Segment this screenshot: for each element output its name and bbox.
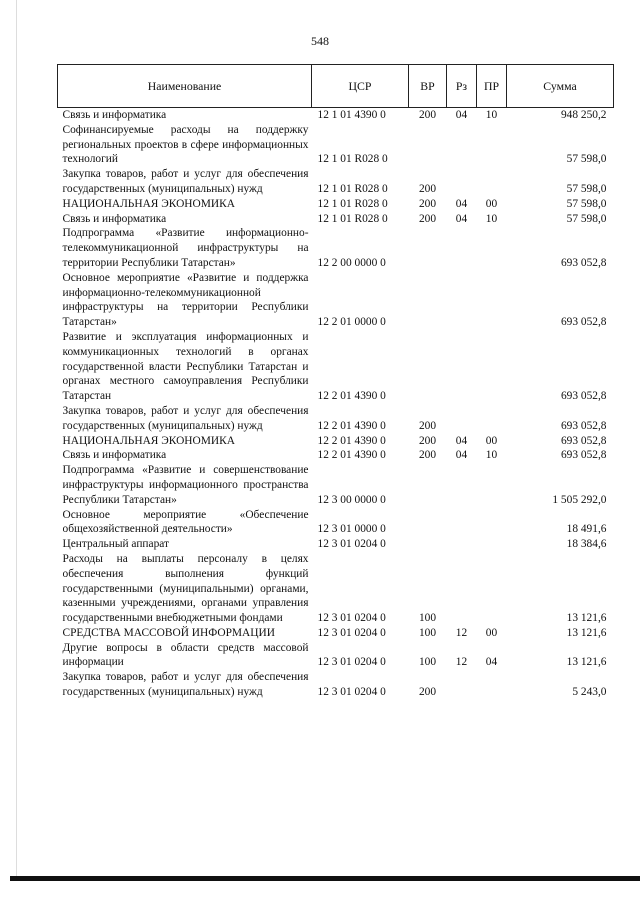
table-row [58,537,614,552]
cell-rz: 12 [455,626,468,639]
cell-vr [409,330,447,404]
cell-sum: 57 598,0 [566,182,607,195]
cell-sum: 1 505 292,0 [552,493,607,506]
column-header-name: Наименование [58,65,312,108]
cell-vr: 200 [418,182,437,195]
cell-csr: 12 2 00 0000 0 [317,256,386,269]
cell-rz: 04 [455,197,468,210]
cell-name: Связь и информатика [62,109,167,121]
cell-sum: 57 598,0 [566,197,607,210]
cell-vr [409,226,447,270]
cell-rz [447,670,477,700]
cell-sum: 693 052,8 [560,449,607,462]
cell-rz [447,552,477,626]
cell-pr: 04 [485,656,498,669]
cell-rz [447,123,477,167]
cell-csr: 12 2 01 4390 0 [317,419,386,432]
cell-vr: 100 [418,626,437,639]
cell-sum: 693 052,8 [560,256,607,269]
cell-sum: 693 052,8 [560,390,607,403]
cell-pr: 10 [485,109,498,121]
cell-vr: 200 [418,212,437,225]
cell-csr: 12 3 01 0000 0 [317,523,386,536]
cell-name: Расходы на выплаты персоналу в целях обеспечения выполнения функций государственными (муниципальными) органами, казенными учреждениями, органами управления государственными внебюджетными фондами [62,552,309,625]
scan-edge [16,0,17,876]
cell-rz [447,404,477,434]
cell-sum: 5 243,0 [572,686,607,699]
table-row [58,108,614,123]
cell-sum: 693 052,8 [560,434,607,447]
cell-vr: 200 [418,109,437,121]
cell-pr [477,123,507,167]
cell-pr: 10 [485,212,498,225]
cell-csr: 12 1 01 R028 0 [317,197,388,210]
cell-name: Софинансируемые расходы на поддержку региональных проектов в сфере информационных технологий [62,123,309,166]
cell-sum: 13 121,6 [566,656,607,669]
table-row [58,404,614,434]
cell-sum: 948 250,2 [560,109,607,121]
cell-name: Основное мероприятие «Обеспечение общехозяйственной деятельности» [62,508,309,536]
table-body [58,108,614,700]
cell-sum: 13 121,6 [566,612,607,625]
cell-rz: 04 [455,109,468,121]
cell-rz [447,167,477,197]
cell-csr: 12 3 00 0000 0 [317,493,386,506]
cell-csr: 12 2 01 4390 0 [317,390,386,403]
table-header [58,65,614,108]
cell-name: Закупка товаров, работ и услуг для обеспечения государственных (муниципальных) нужд [62,404,309,432]
column-header-csr: ЦСР [312,65,409,108]
cell-vr: 200 [418,686,437,699]
table-row [58,271,614,330]
cell-name: Закупка товаров, работ и услуг для обеспечения государственных (муниципальных) нужд [62,671,309,699]
cell-pr [477,226,507,270]
cell-sum: 57 598,0 [566,153,607,166]
table-row [58,626,614,641]
cell-vr: 200 [418,197,437,210]
table-row [58,212,614,227]
table-row [58,508,614,538]
cell-sum: 693 052,8 [560,419,607,432]
table-row [58,552,614,626]
table-row [58,670,614,700]
cell-rz: 12 [455,656,468,669]
cell-pr [477,552,507,626]
budget-table-container [57,64,613,700]
column-header-sum: Сумма [507,65,614,108]
cell-pr [477,537,507,552]
cell-pr [477,167,507,197]
cell-name: Закупка товаров, работ и услуг для обеспечения государственных (муниципальных) нужд [62,168,309,195]
cell-name: Основное мероприятие «Развитие и поддержка информационно-телекоммуникационной инфраструктуры на территории Республики Татарстан» [62,271,309,329]
cell-sum: 18 491,6 [566,523,607,536]
cell-csr: 12 3 01 0204 0 [317,626,386,639]
cell-csr: 12 2 01 0000 0 [317,316,386,329]
cell-csr: 12 1 01 R028 0 [317,182,388,195]
column-header-vr: ВР [409,65,447,108]
table-row [58,463,614,507]
table-row [58,123,614,167]
cell-rz [447,226,477,270]
cell-name: Развитие и эксплуатация информационных и коммуникационных технологий в органах государственной власти Республики Татарстан и органах местного самоуправления Республики Татарстан [62,330,309,403]
cell-pr [477,463,507,507]
cell-csr: 12 3 01 0204 0 [317,612,386,625]
cell-rz [447,463,477,507]
cell-name: Подпрограмма «Развитие информационно-телекоммуникационной инфраструктуры на территории Республики Татарстан» [62,227,309,269]
cell-name: Связь и информатика [62,212,167,225]
cell-vr [409,463,447,507]
cell-csr: 12 3 01 0204 0 [317,686,386,699]
cell-vr: 200 [418,434,437,447]
cell-vr [409,271,447,330]
cell-rz [447,508,477,538]
cell-name: НАЦИОНАЛЬНАЯ ЭКОНОМИКА [62,434,235,447]
cell-vr [409,508,447,538]
cell-pr: 00 [485,434,498,447]
cell-pr: 00 [485,197,498,210]
table-row [58,167,614,197]
table-row [58,226,614,270]
cell-name: Другие вопросы в области средств массовой информации [62,641,309,669]
cell-rz [447,537,477,552]
cell-name: СРЕДСТВА МАССОВОЙ ИНФОРМАЦИИ [62,626,275,639]
table-row [58,330,614,404]
budget-table [57,64,614,700]
cell-vr: 100 [418,612,437,625]
cell-pr: 00 [485,626,498,639]
column-header-pr: ПР [477,65,507,108]
table-row [58,641,614,671]
cell-name: Связь и информатика [62,449,167,462]
cell-csr: 12 1 01 R028 0 [317,153,388,166]
scan-bottom-edge [10,876,640,881]
cell-csr: 12 3 01 0204 0 [317,538,386,551]
cell-sum: 693 052,8 [560,316,607,329]
cell-csr: 12 1 01 R028 0 [317,212,388,225]
table-row [58,448,614,463]
cell-csr: 12 2 01 4390 0 [317,434,386,447]
cell-csr: 12 3 01 0204 0 [317,656,386,669]
cell-sum: 18 384,6 [566,538,607,551]
cell-pr [477,404,507,434]
cell-rz: 04 [455,434,468,447]
cell-name: Подпрограмма «Развитие и совершенствование инфраструктуры информационного пространства Республики Татарстан» [62,464,309,506]
cell-sum: 57 598,0 [566,212,607,225]
cell-vr [409,537,447,552]
cell-name: НАЦИОНАЛЬНАЯ ЭКОНОМИКА [62,197,235,210]
cell-name: Центральный аппарат [62,538,170,551]
cell-vr: 200 [418,449,437,462]
cell-rz: 04 [455,212,468,225]
cell-pr: 10 [485,449,498,462]
table-row [58,197,614,212]
cell-rz [447,330,477,404]
cell-vr: 200 [418,419,437,432]
cell-csr: 12 2 01 4390 0 [317,449,386,462]
cell-rz: 04 [455,449,468,462]
cell-pr [477,330,507,404]
cell-vr: 100 [418,656,437,669]
page-number: 548 [311,34,329,48]
cell-csr: 12 1 01 4390 0 [317,109,386,121]
table-row [58,434,614,449]
cell-rz [447,271,477,330]
cell-pr [477,508,507,538]
cell-vr [409,123,447,167]
column-header-rz: Рз [447,65,477,108]
cell-pr [477,670,507,700]
cell-sum: 13 121,6 [566,626,607,639]
cell-pr [477,271,507,330]
